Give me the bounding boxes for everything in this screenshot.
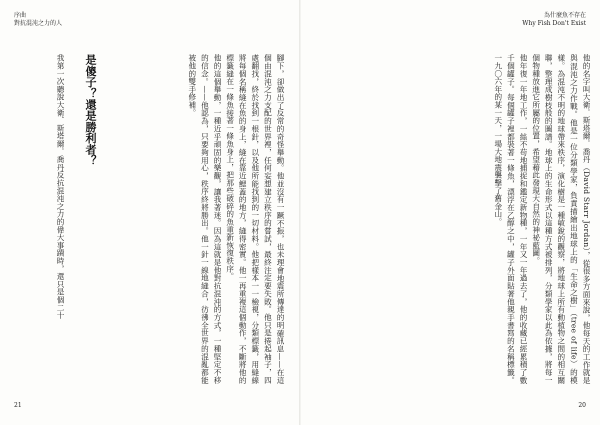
left-paragraph-1: 腳下，卻做出了反常的奇怪舉動。他並沒有一蹶不振，也未理會地震所傳達的明確訊息——在這個由混沌之力支配的世界裡，任何妄想建立秩序的嘗試，最終注定要失敗。他只是捲起袖子，四處翻找，終於找到一根針，以及他所能找到的一切材料。他把樣本一一檢視，分類標籤，用縫線將每個名稱縫在魚的身上，縫在靠近鰓蓋的地方，縫得密實。他一再重複這個動作，不斷將他的標籤縫在一條魚接著一條魚身上，把那些破碎的魚重新恢復秩序。: [225, 54, 285, 384]
left-header-line2: 對抗混沌之力的人: [14, 20, 63, 27]
right-paragraph-1: 他的名字叫大衛．斯塔爾．喬丹（David Starr Jordan），從很多方面來說，他每天的工作就是與混沌之力作戰。他是一位分類學家，負責描繪出地球上的「生命之樹」（tree of life）的模樣。為混沌不明的地球帶來秩序，演化樹是一種敏銳的觀察，將地球上所有動植物之間的相互關聯，整理成樹枝般的圖譜。地球上的生命形式以這種方式被排列，分類學家以此為依據，將每一個物種放進它所屬的位置，希望藉此發現大自然的神祕藍圖。: [531, 54, 591, 384]
right-paragraph-2: 他年復一年地工作，一絲不苟地捕捉和鑑定新物種，一年又一年過去了，他的收藏已經累積了數千個罐子。每個罐子裡都裝著一條魚，漂浮在乙醇之中，罐子外面貼著他親手書寫的名稱標籤。一九〇六年的某一天，一場大地震襲擊了舊金山。: [493, 54, 529, 384]
right-page-number: 20: [578, 402, 586, 409]
right-header-line1: 為什麼魚不存在: [543, 12, 586, 19]
section-heading: 是傻子？還是勝利者？: [84, 54, 97, 166]
right-header-line2: Why Fish Don't Exist: [522, 20, 586, 27]
right-running-header: [522, 12, 586, 28]
right-page: [300, 0, 600, 425]
left-tail-text: [14, 54, 66, 384]
left-body-text: [98, 54, 286, 384]
left-running-header: [14, 12, 62, 28]
left-tail-paragraph: 我第一次聽說大衛．斯塔爾．喬丹反抗混沌之力的偉大事蹟時，還只是個二十: [56, 54, 65, 320]
left-paragraph-2: 他的這個舉動，一種近乎頑固的樂觀，讓我著迷。因為這就是他對抗混沌的方式，一種堅定不移的信念。——他認為，只要夠用心，秩序終將勝出。他一針一線地縫合，彷彿全世界的混亂都能被他的雙手修補。: [187, 54, 223, 384]
left-page-number: 21: [14, 402, 22, 409]
right-body-text: [320, 54, 592, 384]
left-header-line1: 序曲: [14, 12, 27, 19]
